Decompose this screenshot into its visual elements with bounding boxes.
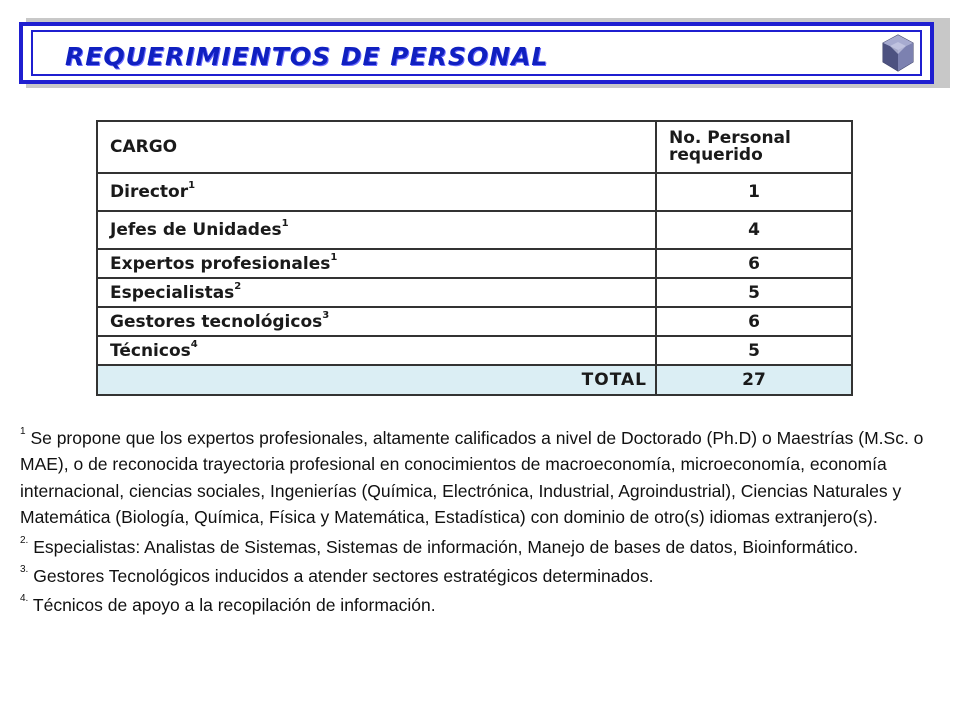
table-header-row — [97, 121, 852, 173]
cargo-cell — [97, 249, 656, 278]
footnote-text: Gestores Tecnológicos inducidos a atender sectores estratégicos determinados. — [33, 565, 654, 586]
table-total-row — [97, 365, 852, 395]
value-cell: 5 — [656, 278, 852, 307]
cargo-label: Técnicos — [110, 340, 191, 361]
table-row — [97, 211, 852, 249]
footnote-marker: 1 — [20, 426, 26, 437]
header-cargo: CARGO — [97, 121, 656, 173]
note-marker: 2 — [234, 280, 242, 292]
note-marker: 4 — [190, 338, 198, 350]
personnel-table — [96, 120, 853, 396]
table-row — [97, 249, 852, 278]
total-label: TOTAL — [97, 365, 656, 395]
cargo-label: Gestores tecnológicos — [110, 311, 323, 332]
title-banner — [19, 22, 934, 84]
footnote-marker: 2. — [20, 534, 29, 546]
note-marker: 3 — [322, 309, 330, 321]
footnotes — [20, 422, 945, 619]
value-cell: 1 — [656, 173, 852, 211]
value-cell: 6 — [656, 307, 852, 336]
gem-icon — [880, 34, 916, 72]
footnote-text: Técnicos de apoyo a la recopilación de información. — [32, 595, 436, 616]
value-cell: 5 — [656, 336, 852, 365]
footnote-text: Se propone que los expertos profesionales, altamente calificados a nivel de Doctorado (Ph.D) o Maestrías (M.Sc. o MAE), o de reconocida trayectoria profesional en conocimientos de macroeconomía, microeconomía, economía internacional, ciencias sociales, Ingenierías (Química, Electrónica, Industrial, Agroindustrial), Ciencias Naturales y Matemática (Biología, Química, Física y Matemática, Estadística) con dominio de otro(s) idiomas extranjero(s). — [20, 427, 924, 528]
footnote — [20, 531, 945, 560]
cargo-label: Especialistas — [110, 282, 235, 303]
header-personal — [656, 121, 852, 173]
cargo-label: Jefes de Unidades — [110, 220, 282, 240]
cargo-cell — [97, 336, 656, 365]
cargo-cell — [97, 307, 656, 336]
footnote — [20, 422, 945, 531]
cargo-cell — [97, 278, 656, 307]
table-row — [97, 336, 852, 365]
cargo-cell — [97, 173, 656, 211]
note-marker: 1 — [330, 251, 338, 263]
table-row — [97, 307, 852, 336]
footnote — [20, 589, 945, 618]
cargo-label: Expertos profesionales — [110, 253, 331, 274]
footnote-marker: 3. — [20, 564, 29, 576]
personnel-table-container — [96, 120, 856, 410]
note-marker: 1 — [281, 218, 289, 230]
footnote — [20, 560, 945, 589]
footnote-text: Especialistas: Analistas de Sistemas, Sistemas de información, Manejo de bases de datos, Bioinformático. — [33, 536, 859, 557]
table-row — [97, 278, 852, 307]
value-cell: 6 — [656, 249, 852, 278]
note-marker: 1 — [188, 180, 196, 192]
header-personal-label: No. Personal requerido — [669, 128, 791, 165]
total-value: 27 — [656, 365, 852, 395]
cargo-label: Director — [110, 182, 189, 202]
value-cell: 4 — [656, 211, 852, 249]
table-row — [97, 173, 852, 211]
footnote-marker: 4. — [20, 593, 29, 605]
page-title: REQUERIMIENTOS DE PERSONAL — [65, 42, 549, 71]
cargo-cell — [97, 211, 656, 249]
